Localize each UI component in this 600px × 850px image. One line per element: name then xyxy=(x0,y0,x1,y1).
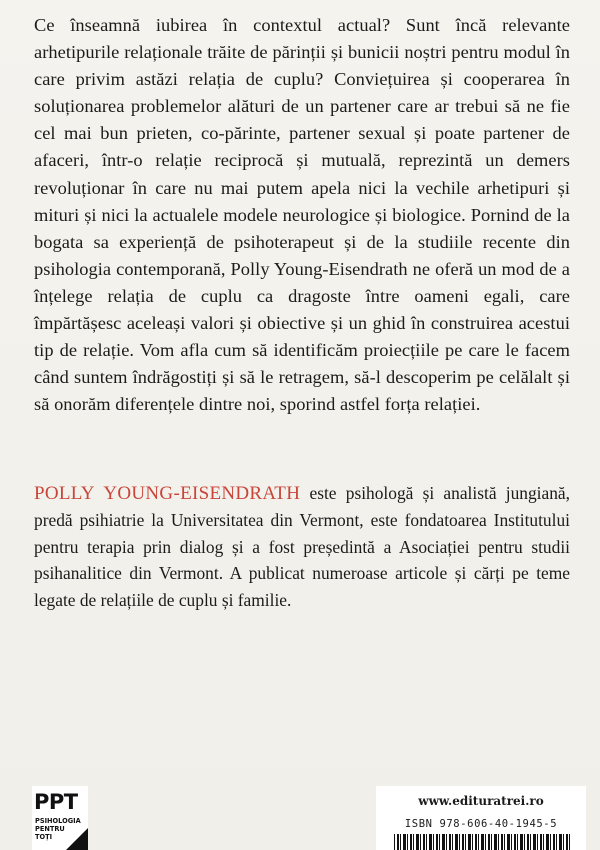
series-logo-line3: TOȚI xyxy=(35,833,53,841)
isbn-number: ISBN 978-606-40-1945-5 xyxy=(404,818,558,830)
publisher-website: www.edituratrei.ro xyxy=(418,794,544,808)
series-logo-line2: PENTRU xyxy=(35,825,65,833)
barcode-icon xyxy=(394,834,570,850)
author-name: POLLY YOUNG-EISENDRATH xyxy=(34,483,301,504)
series-logo-mark: PPT xyxy=(34,790,78,814)
series-logo-line1: PSIHOLOGIA xyxy=(35,817,81,825)
author-bio xyxy=(34,480,570,613)
book-description: Ce înseamnă iubirea în contextul actual? Sunt încă relevante arhetipurile relaționale trăite de părinții și bunicii noștri pentru modul în care privim astăzi relația de cuplu? Conviețuirea și cooperarea în soluționarea problemelor alături de un partener care ar trebui să ne fie cel mai bun prieten, co-părinte, partener sexual și poate partener de afaceri, într-o relație reciprocă și mutuală, reprezintă un demers revoluționar în care nu mai putem apela nici la vechile arhetipuri și mituri și nici la actualele modele neurologice și biologice. Pornind de la bogata sa experiență de psihoterapeut și de la studiile recente din psihologia contemporană, Polly Young-Eisendrath ne oferă un mod de a înțelege relația de cuplu ca dragoste între oameni egali, care împărtășesc aceleași valori și obiective și un ghid în construirea acestui tip de relație. Vom afla cum să identificăm proiecțiile pe care le facem când suntem îndrăgostiți și să le retragem, să-l descoperim pe celălalt și să onorăm diferențele dintre noi, sporind astfel forța relației. xyxy=(34,15,570,415)
author-bio-text: este psihologă și analistă jungiană, predă psihiatrie la Universitatea din Vermont, este fondatoarea Institutului pentru terapia prin dialog și a fost președintă a Asociației pentru studii psihanalitice din Vermont. A publicat numeroase articole și cărți pe teme legate de relațiile de cuplu și familie. xyxy=(34,483,570,610)
series-logo xyxy=(32,786,88,850)
barcode-panel xyxy=(376,786,586,850)
logo-corner-triangle xyxy=(66,828,88,850)
